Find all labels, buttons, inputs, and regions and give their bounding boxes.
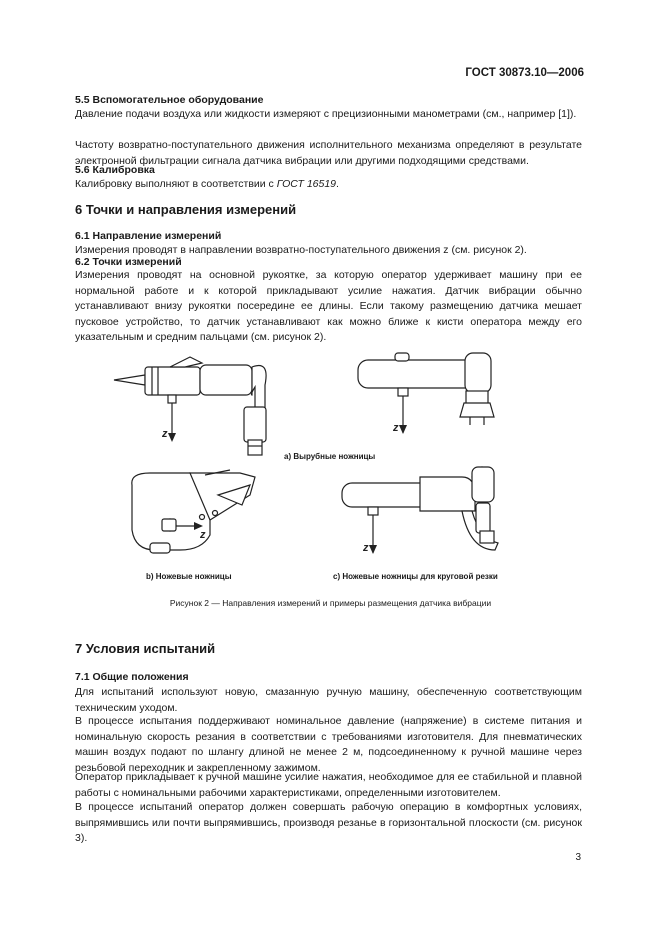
tool-drawing-a2	[358, 353, 494, 434]
figure-2-caption: Рисунок 2 — Направления измерений и примеры размещения датчика вибрации	[169, 598, 492, 608]
paragraph-7-1-3: Оператор прикладывает к ручной машине усилие нажатия, необходимое для ее стабильной и плавной работы с номинальными рабочими характеристиками, определенными изготовителем.	[75, 771, 582, 799]
document-id: ГОСТ 30873.10—2006	[465, 67, 584, 79]
paragraph-6-2-1: Измерения проводят на основной рукоятке, за которую оператор удерживает машину при ее нормальной работе и к которой прикладывают усилие нажатия. Датчик вибрации обычно устанавливают внизу рукоятки посередине ее длины. Если такому размещению датчика мешает пусковое устройство, то датчик устанавливают как можно ближе к кисти оператора между его указательным и средним пальцами (см. рисунок 2).	[75, 269, 582, 343]
heading-5-6: 5.6 Калибровка	[75, 164, 155, 176]
svg-text:z: z	[200, 529, 206, 541]
tool-drawing-c	[342, 467, 498, 554]
heading-6-1: 6.1 Направление измерений	[75, 230, 222, 242]
text: .	[336, 178, 339, 190]
paragraph-7-1-2: В процессе испытания поддерживают номинальное давление (напряжение) в системе питания и номинальную скорость резания в соответствии с требованиями изготовителя. Для пневматических машин воздух подают по шлангу длиной не менее 2 м, подсоединенному к ручной машине через резьбовой переходник и закрепленному зажимом.	[75, 715, 582, 774]
heading-6: 6 Точки и направления измерений	[75, 202, 297, 217]
figure-caption-b: b) Ножевые ножницы	[146, 572, 232, 581]
figure-2-drawings	[110, 345, 550, 585]
figure-caption-c: с) Ножевые ножницы для круговой резки	[333, 572, 498, 581]
paragraph-7-1-4: В процессе испытаний оператор должен совершать рабочую операцию в комфортных условиях, выпрямившись или почти выпрямившись, производя резанье в горизонтальной плоскости (см. рисунок 3).	[75, 801, 582, 844]
paragraph-5-6-1	[75, 177, 582, 193]
figure-caption-a: а) Вырубные ножницы	[284, 452, 376, 461]
page-number: 3	[575, 852, 581, 863]
svg-text:z: z	[162, 428, 168, 440]
text: Калибровку выполняют в соответствии с	[75, 178, 277, 190]
svg-text:z: z	[363, 542, 369, 554]
tool-drawing-b	[132, 470, 255, 553]
paragraph-5-5-2: Частоту возвратно-поступательного движения исполнительного механизма определяют в результате электронной фильтрации сигнала датчика вибрации или другими подходящими средствами.	[75, 139, 582, 167]
heading-7-1: 7.1 Общие положения	[75, 671, 189, 683]
paragraph-7-1-1: Для испытаний используют новую, смазанную ручную машину, обеспеченную соответствующим техническим уходом.	[75, 686, 582, 714]
heading-5-5: 5.5 Вспомогательное оборудование	[75, 94, 264, 106]
heading-6-2: 6.2 Точки измерений	[75, 256, 182, 268]
heading-7: 7 Условия испытаний	[75, 641, 216, 656]
paragraph-5-5-1: Давление подачи воздуха или жидкости измеряют с прецизионными манометрами (см., например [1]).	[75, 108, 577, 120]
svg-text:z: z	[393, 422, 399, 434]
standard-reference: ГОСТ 16519	[276, 178, 337, 190]
tool-drawing-a1	[114, 357, 266, 455]
paragraph-6-1-1: Измерения проводят в направлении возвратно-поступательного движения z (см. рисунок 2).	[75, 244, 527, 256]
